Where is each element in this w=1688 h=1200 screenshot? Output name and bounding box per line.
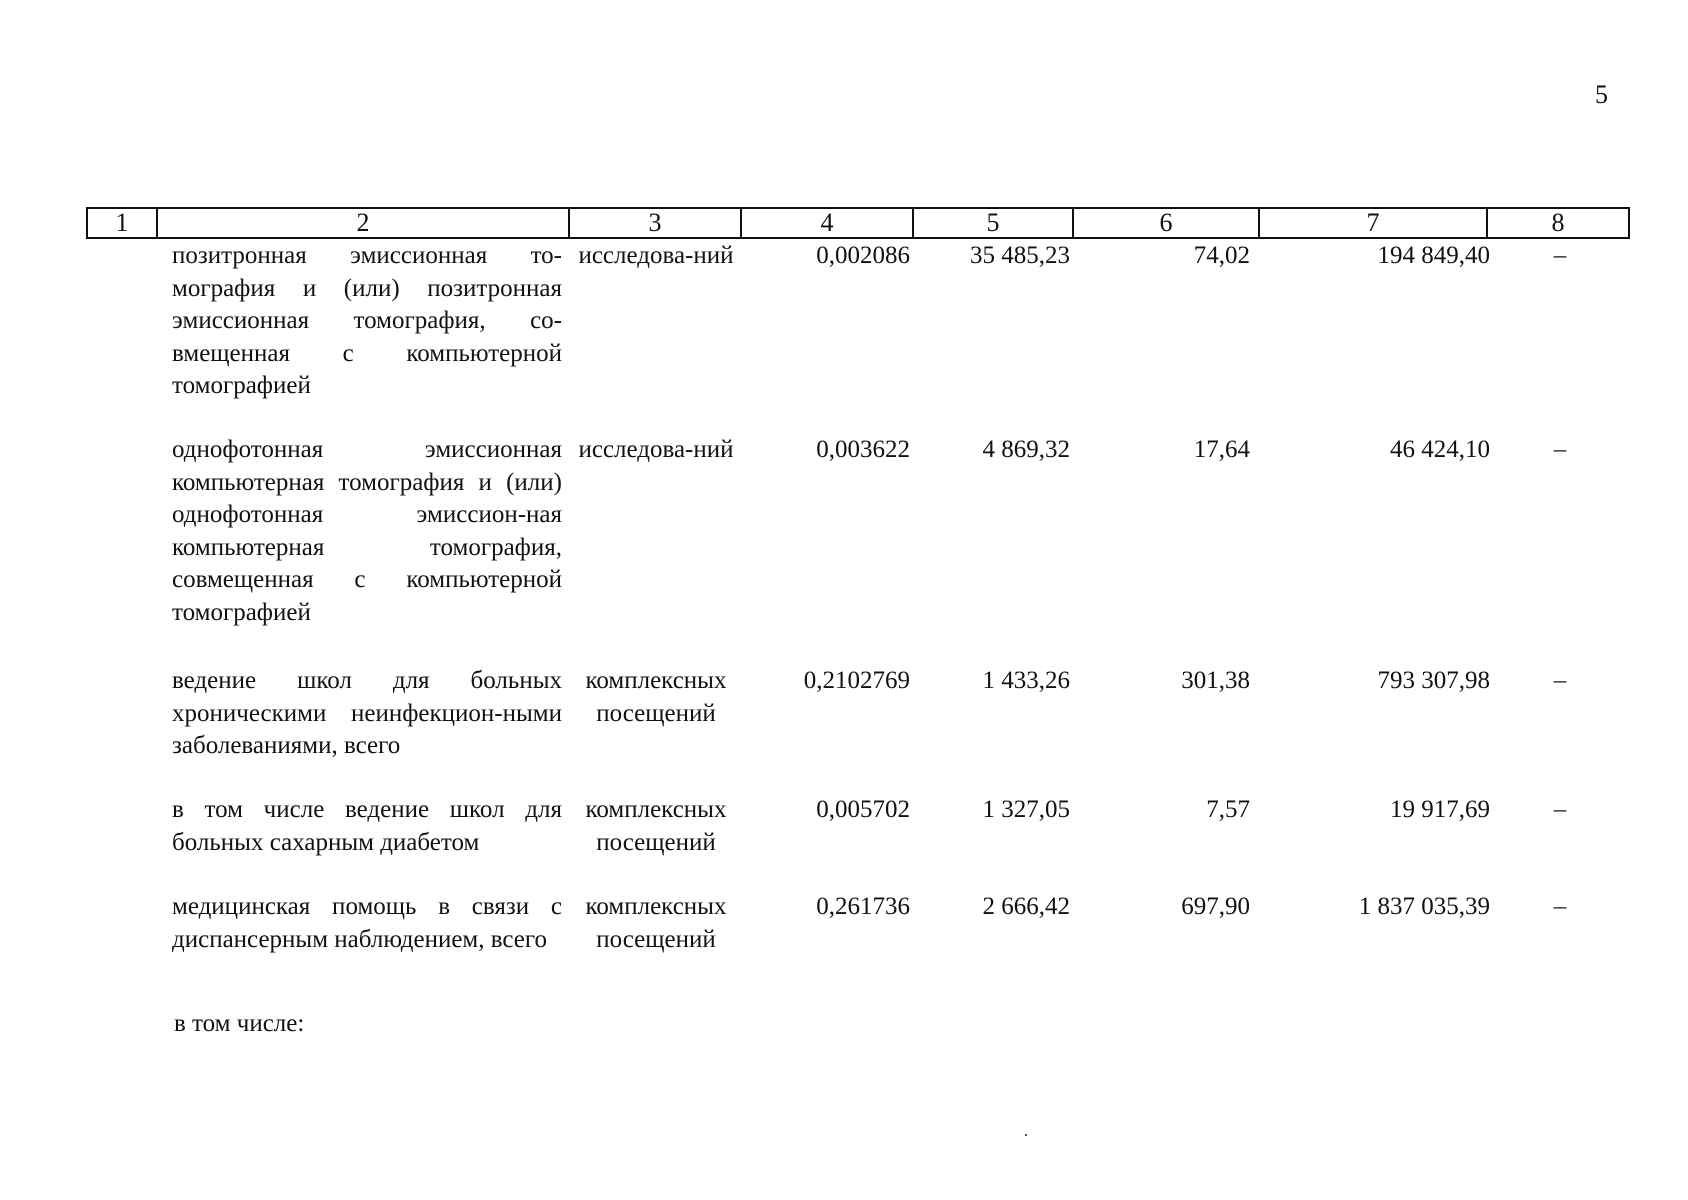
row-service-name: ведение школ для больных хроническими неинфекцион-ными заболеваниями, всего [172,667,562,759]
row-col5-value: 1 433,26 [982,667,1070,694]
row-unit: исследова-ний [578,436,734,463]
row-col8-value: – [1553,667,1567,694]
row-col4-value: 0,261736 [816,893,910,920]
header-col-8: 8 [1487,208,1629,238]
row-service-name: в том числе ведение школ для больных сахарным диабетом [172,796,562,856]
row-col4-value: 0,003622 [816,436,910,463]
header-col-2: 2 [157,208,569,238]
header-col-1: 1 [87,208,157,238]
row-col5-value: 35 485,23 [970,242,1070,269]
row-col8-value: – [1553,436,1567,463]
row-service-name: медицинская помощь в связи с диспансерным наблюдением, всего [172,893,562,953]
row-col4-value: 0,005702 [816,796,910,823]
row-col5-value: 2 666,42 [982,893,1070,920]
row-unit: комплексных посещений [585,667,727,727]
header-col-4: 4 [741,208,913,238]
row-unit: комплексных посещений [585,796,727,856]
row-col7-value: 793 307,98 [1377,667,1490,694]
row-col5-value: 1 327,05 [982,796,1070,823]
page-number: 5 [1595,80,1608,109]
scan-speck [1025,1134,1027,1136]
row-col6-value: 74,02 [1193,242,1250,269]
row-col8-value: – [1553,796,1567,823]
row-col4-value: 0,002086 [816,242,910,269]
row-col8-value: – [1553,893,1567,920]
row-col7-value: 1 837 035,39 [1358,893,1490,920]
subheading: в том числе: [174,1010,305,1037]
row-col5-value: 4 869,32 [982,436,1070,463]
row-unit: комплексных посещений [585,893,727,953]
row-col4-value: 0,2102769 [803,667,910,694]
header-col-5: 5 [913,208,1073,238]
header-row [87,208,1629,238]
column-number-header [86,207,1630,239]
row-col6-value: 301,38 [1181,667,1250,694]
row-service-name: позитронная эмиссионная то-мография и (или) позитронная эмиссионная томография, со-вмещенная с компьютерной томографией [172,242,562,399]
row-col6-value: 697,90 [1181,893,1250,920]
row-col7-value: 194 849,40 [1377,242,1490,269]
row-col8-value: – [1553,242,1567,269]
row-unit: исследова-ний [578,242,734,269]
row-service-name: однофотонная эмиссионная компьютерная томография и (или) однофотонная эмиссион-ная компьютерная томография, совмещенная с компьютерной томографией [172,436,562,626]
row-col7-value: 19 917,69 [1390,796,1490,823]
header-col-3: 3 [569,208,741,238]
row-col6-value: 17,64 [1193,436,1250,463]
row-col6-value: 7,57 [1206,796,1250,823]
header-col-7: 7 [1259,208,1487,238]
header-col-6: 6 [1073,208,1259,238]
row-col7-value: 46 424,10 [1390,436,1490,463]
